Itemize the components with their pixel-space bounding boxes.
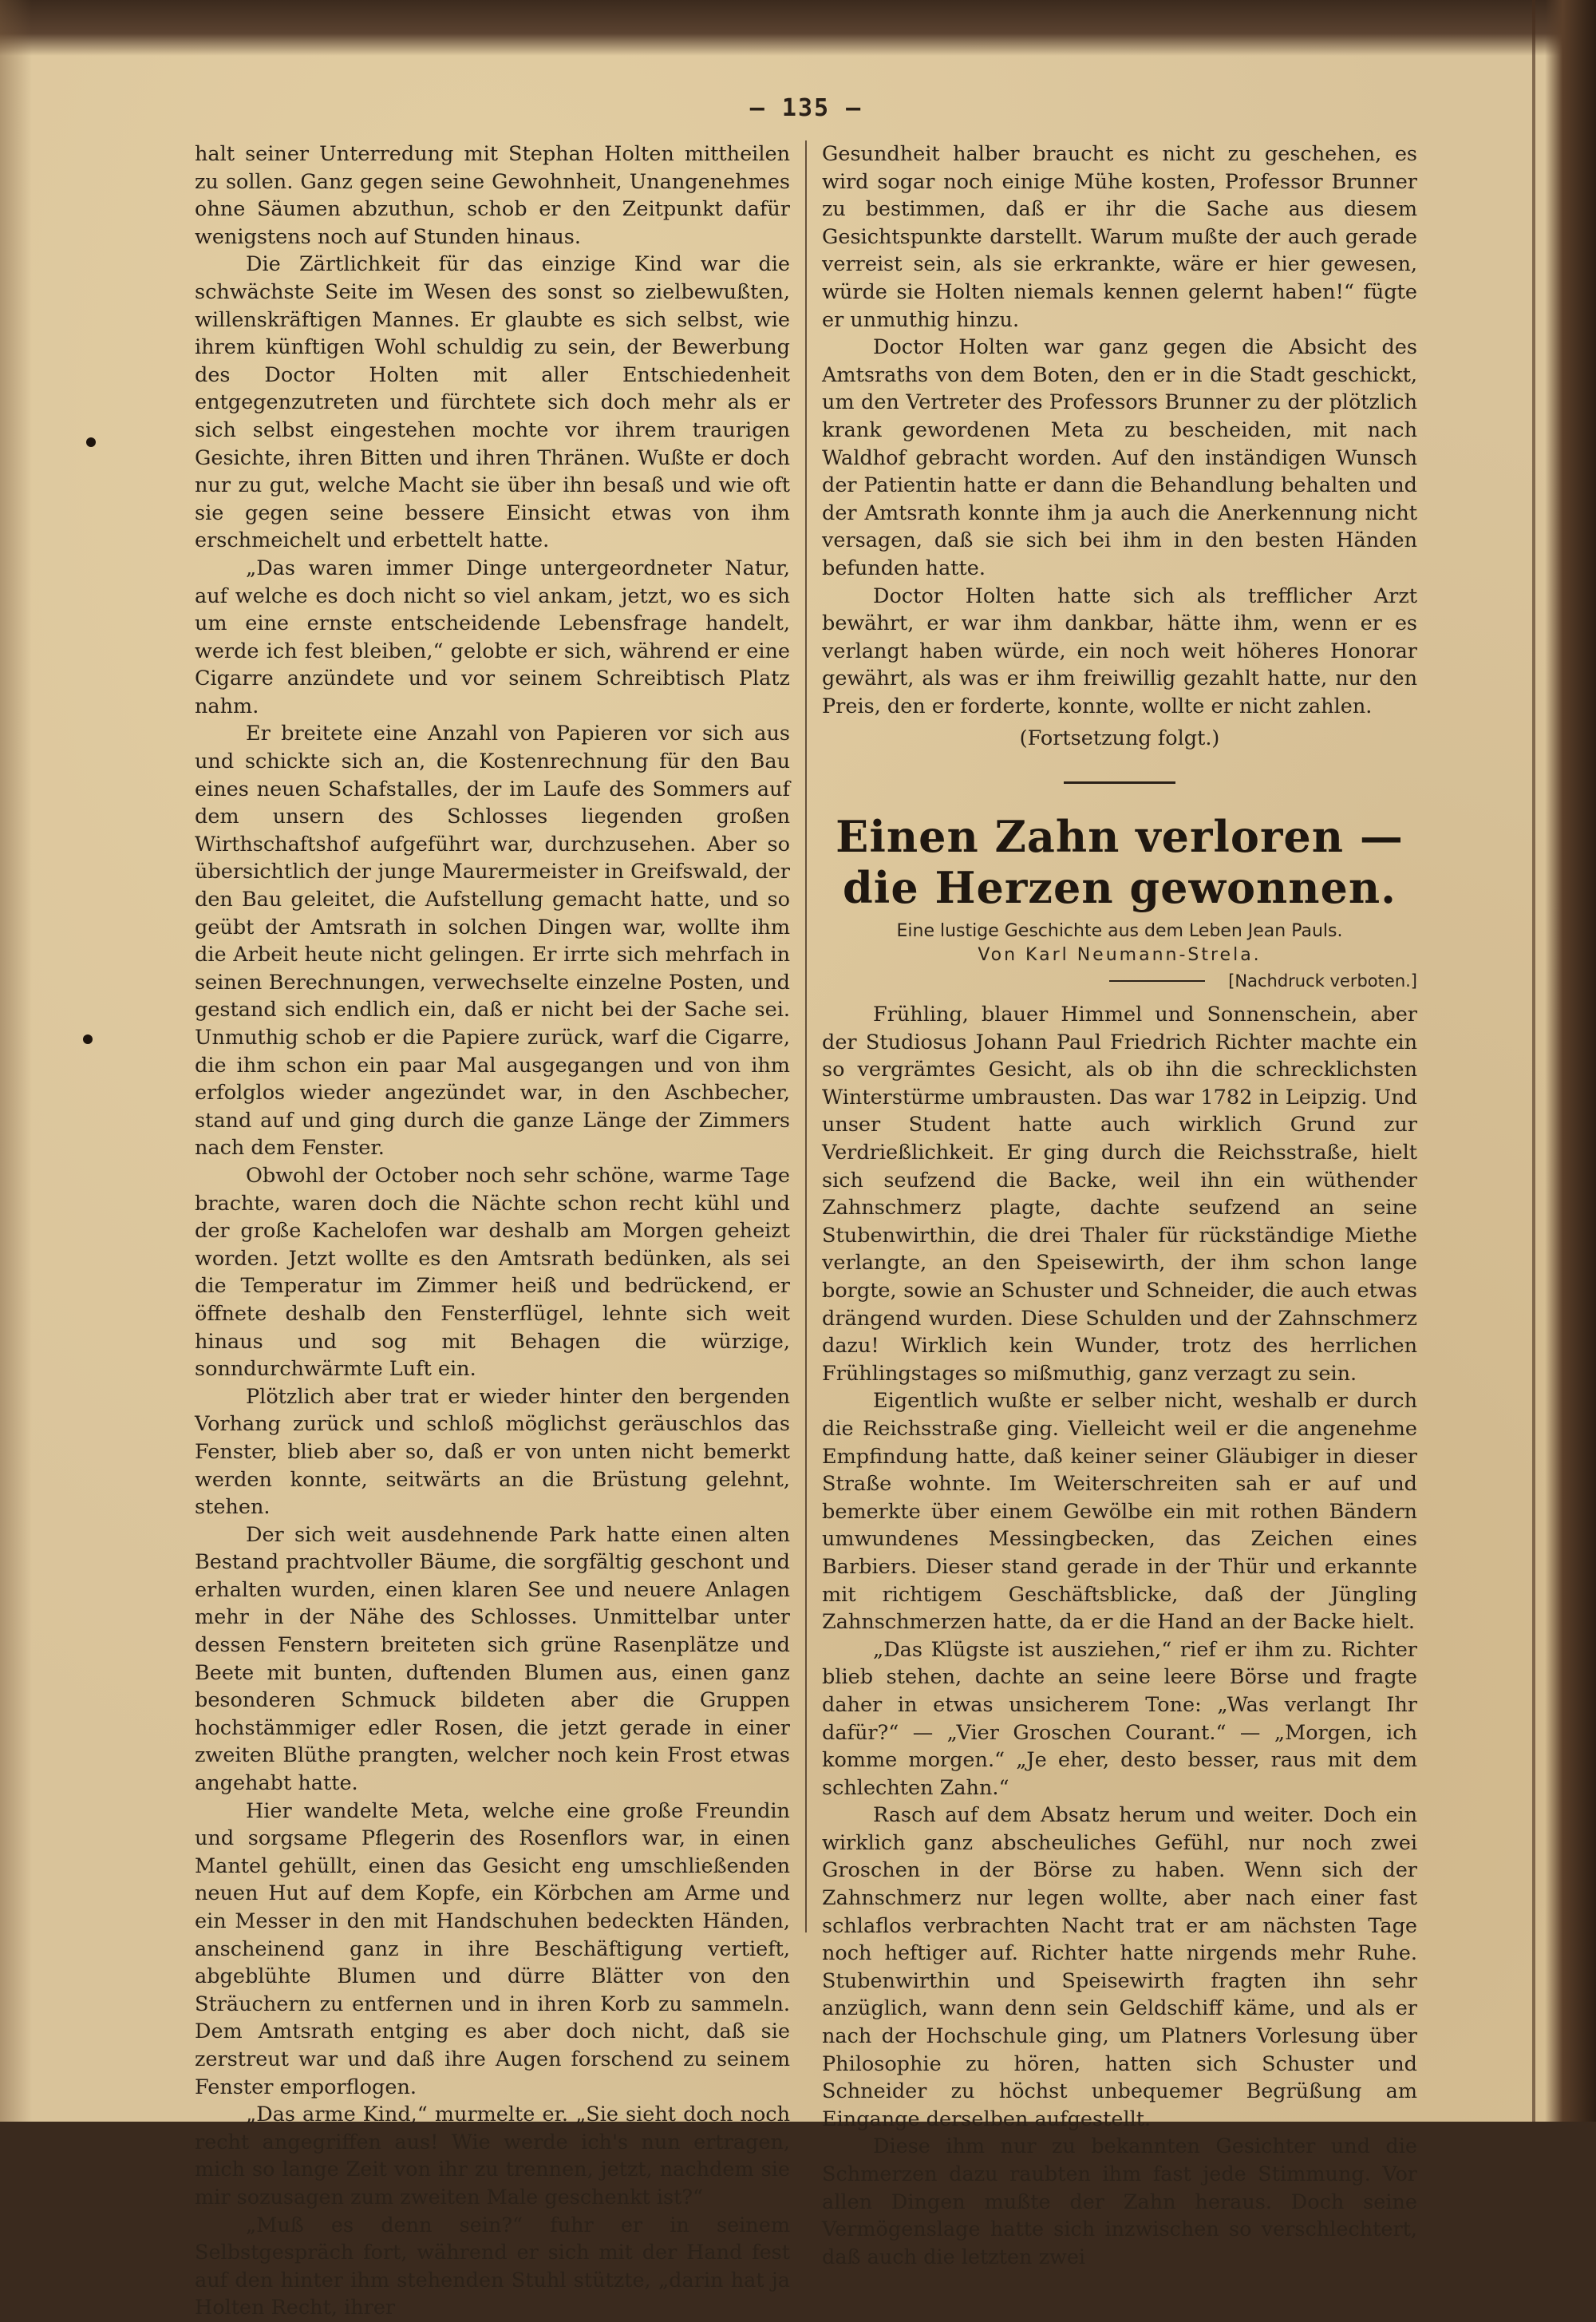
story-subtitle: Eine lustige Geschichte aus dem Leben Jean Pauls. (896, 921, 1343, 942)
paragraph: halt seiner Unterredung mit Stephan Holten mittheilen zu sollen. Ganz gegen seine Gewohnheit, Unangenehmes ohne Säumen abzuthun, schob er den Zeitpunkt dafür wenigstens noch auf Stunden hinaus. (195, 142, 790, 249)
story-byline: Von Karl Neumann-Strela. (978, 945, 1262, 966)
paragraph: Hier wandelte Meta, welche eine große Freundin und sorgsame Pflegerin des Rosenflors war, in einen Mantel gehüllt, einen das Gesicht eng umschließenden neuen Hut auf dem Kopfe, ein Körbchen am Arme und ein Messer in den mit Handschuhen bedeckten Händen, anscheinend ganz in ihre Beschäftigung vertieft, abgeblühte Blumen und dürre Blätter von den Sträuchern zu entfernen und in ihren Korb zu sammeln. Dem Amtsrath entging es aber doch nicht, daß sie zerstreut war und daß ihre Augen forschend zu seinem Fenster emporflogen. (195, 1798, 790, 2099)
page-left-shadow (0, 0, 32, 2122)
continued-note: (Fortsetzung folgt.) (1019, 726, 1220, 751)
page-top-edge (0, 0, 1596, 56)
binding-line (1532, 0, 1535, 2122)
story-paragraph: Diese ihm nur zu bekannten Gesichter und die Schmerzen dazu raubten ihm fast jede Stimmung. Vor allen Dingen mußte der Zahn heraus. Doch seine Vermögenslage hatte sich inzwischen so verschlechtert, daß auch die letzten zwei (822, 2134, 1417, 2269)
left-column (195, 140, 790, 2322)
paragraph: „Muß es denn sein?“ fuhr er in seinem Selbstgespräch fort, während er sich mit der Hand fest auf den hinter ihm stehenden Stuhl stützte, „darin hat ja Holten Recht, ihrer (195, 2213, 790, 2320)
column-divider (805, 140, 807, 1932)
section-divider (1064, 781, 1175, 784)
story-paragraph: Rasch auf dem Absatz herum und weiter. Doch ein wirklich ganz abscheuliches Gefühl, nur noch zwei Groschen in der Börse zu haben. Wenn sich der Zahnschmerz nur legen wollte, aber nach einer fast schlaflos verbrachten Nacht trat er am nächsten Tage noch heftiger auf. Richter hatte nirgends mehr Ruhe. Stubenwirthin und Speisewirth fragten ihn sehr anzüglich, wann denn sein Geldschiff käme, und als er nach der Hochschule ging, um Platners Vorlesung über Philosophie zu hören, hatten sich Schuster und Schneider zu höchst unbequemer Begrüßung am Eingange derselben aufgestellt. (822, 1803, 1417, 2131)
paragraph: „Das waren immer Dinge untergeordneter Natur, auf welche es doch nicht so viel ankam, jetzt, wo es sich um eine ernste entscheidende Lebensfrage handelt, werde ich fest bleiben,“ gelobte er sich, während er eine Cigarre anzündete und vor seinem Schreibtisch Platz nahm. (195, 556, 790, 718)
binding-hole (83, 1034, 93, 1044)
page-number: — 135 — (749, 94, 863, 122)
paragraph: Gesundheit halber braucht es nicht zu geschehen, es wird sogar noch einige Mühe kosten, Professor Brunner zu bestimmen, daß er ihr die Sache aus diesem Gesichtspunkte darstellt. Warum mußte der auch gerade verreist sein, als sie erkrankte, wäre er hier gewesen, würde sie Holten niemals kennen gelernt haben!“ fügte er unmuthig hinzu. (822, 142, 1417, 332)
paragraph: Er breitete eine Anzahl von Papieren vor sich aus und schickte sich an, die Kostenrechnung für den Bau eines neuen Schafstalles, der im Laufe des Sommers auf dem unsern des Schlosses liegenden großen Wirthschaftshof aufgeführt war, durchzusehen. Aber so übersichtlich der junge Maurermeister in Greifswald, der den Bau geleitet, die Aufstellung gemacht hatte, und so geübt der Amtsrath in solchen Dingen war, wollte ihm die Arbeit heute nicht gelingen. Er irrte sich mehrfach in seinen Berechnungen, verwechselte einzelne Posten, und gestand sich endlich ein, daß er nicht bei der Sache sei. Unmuthig schob er die Papiere zurück, warf die Cigarre, die ihm schon ein paar Mal ausgegangen und von ihm erfolglos wieder angezündet war, in den Aschbecher, stand auf und ging durch die ganze Länge der Zimmers nach dem Fenster. (195, 722, 790, 1161)
paragraph: Die Zärtlichkeit für das einzige Kind war die schwächste Seite im Wesen des sonst so zielbewußten, willenskräftigen Mannes. Er glaubte es sich selbst, wie ihrem künftigen Wohl schuldig zu sein, der Bewerbung des Doctor Holten mit aller Entschiedenheit entgegenzutreten und fürchtete sich doch mehr als er sich selbst eingestehen mochte vor ihrem traurigen Gesichte, ihren Bitten und ihren Thränen. Wußte er doch nur zu gut, welche Macht sie über ihn besaß und wie oft sie gegen seine bessere Einsicht etwas von ihm erschmeichelt und erbettelt hatte. (195, 252, 790, 553)
paragraph: Doctor Holten war ganz gegen die Absicht des Amtsraths von dem Boten, den er in die Stadt geschickt, um den Vertreter des Professors Brunner zu der plötzlich krank gewordenen Meta zu bescheiden, mit nach Waldhof gebracht worden. Auf den inständigen Wunsch der Patientin hatte er dann die Behandlung behalten und der Amtsrath konnte ihm ja auch die Anerkennung nicht versagen, daß sie sich bei ihm in den besten Händen befunden hatte. (822, 335, 1417, 580)
reprint-notice: [Nachdruck verboten.] (1228, 971, 1417, 991)
story-headline: Einen Zahn verloren — die Herzen gewonnen. (836, 811, 1404, 914)
story-paragraph: Eigentlich wußte er selber nicht, weshalb er durch die Reichsstraße ging. Vielleicht weil er die angenehme Empfindung hatte, daß keiner seiner Gläubiger in dieser Straße wohnte. Im Weiterschreiten sah er auf und bemerkte über einem Gewölbe ein mit rothen Bändern umwundenes Messingbecken, das Zeichen eines Barbiers. Dieser stand gerade in der Thür und erkannte mit richtigem Geschäftsblicke, daß der Jüngling Zahnschmerzen hatte, da er die Hand an der Backe hielt. (822, 1389, 1417, 1635)
story-paragraph: „Das Klügste ist ausziehen,“ rief er ihm zu. Richter blieb stehen, dachte an seine leere Börse und fragte daher in etwas unsicherem Tone: „Was verlangt Ihr dafür?“ — „Vier Groschen Courant.“ — „Morgen, ich komme morgen.“ „Je eher, desto besser, raus mit dem schlechten Zahn.“ (822, 1637, 1417, 1800)
story-paragraph: Frühling, blauer Himmel und Sonnenschein, aber der Studiosus Johann Paul Friedrich Richter machte ein so vergrämtes Gesicht, als ob ihn die schrecklichsten Winterstürme umbrausten. Das war 1782 in Leipzig. Und unser Student hatte auch wirklich Grund zur Verdrießlichkeit. Er ging durch die Reichsstraße, hielt sich seufzend die Backe, weil ihn ein wüthender Zahnschmerz plagte, dachte seufzend an seine Stubenwirthin, die drei Thaler für rückständige Miethe verlangte, an den Speisewirth, der ihm schon lange borgte, sowie an Schuster und Schneider, die auch etwas drängend wurden. Diese Schulden und der Zahnschmerz dazu! Wirklich kein Wunder, trotz des herrlichen Frühlingstages so mißmuthig, ganz verzagt zu sein. (822, 1003, 1417, 1386)
paragraph: Doctor Holten hatte sich als trefflicher Arzt bewährt, er war ihm dankbar, hätte ihm, wenn er es verlangt haben würde, ein noch weit höheres Honorar gewährt, als was er ihm freiwillig gezahlt hatte, nur den Preis, den er forderte, konnte, wollte er nicht zahlen. (822, 583, 1417, 718)
paragraph: Der sich weit ausdehnende Park hatte einen alten Bestand prachtvoller Bäume, die sorgfältig geschont und erhalten wurden, einen klaren See und neuere Anlagen mehr in der Nähe des Schlosses. Unmittelbar unter dessen Fenstern breiteten sich grüne Rasenplätze und Beete mit bunten, duftenden Blumen aus, einen ganz besonderen Schmuck bildeten aber die Gruppen hochstämmiger edler Rosen, die jetzt gerade in einer zweiten Blüthe prangten, welcher noch kein Frost etwas angehabt hatte. (195, 1522, 790, 1796)
paragraph: Obwohl der October noch sehr schöne, warme Tage brachte, waren doch die Nächte schon recht kühl und der große Kachelofen war deshalb am Morgen geheizt worden. Jetzt wollte es den Amtsrath bedünken, als sei die Temperatur im Zimmer heiß und bedrückend, er öffnete deshalb den Fensterflügel, lehnte sich weit hinaus und sog mit Behagen die würzige, sonndurchwärmte Luft ein. (195, 1163, 790, 1382)
book-edge (1545, 0, 1596, 2122)
byline-rule (1109, 980, 1205, 982)
paragraph: Plötzlich aber trat er wieder hinter den bergenden Vorhang zurück und schloß möglichst geräuschlos das Fenster, blieb aber so, daß er von unten nicht bemerkt werden konnte, seitwärts an die Brüstung gelehnt, stehen. (195, 1384, 790, 1520)
notice-row (822, 967, 1417, 995)
paragraph: „Das arme Kind,“ murmelte er. „Sie sieht doch noch recht angegriffen aus! Wie werde ich's nun ertragen, mich so lange Zeit von ihr zu trennen, jetzt, nachdem sie mir sozusagen zum zweiten Male geschenkt ist?“ (195, 2102, 790, 2209)
binding-hole (86, 437, 96, 447)
right-column (822, 140, 1417, 2271)
